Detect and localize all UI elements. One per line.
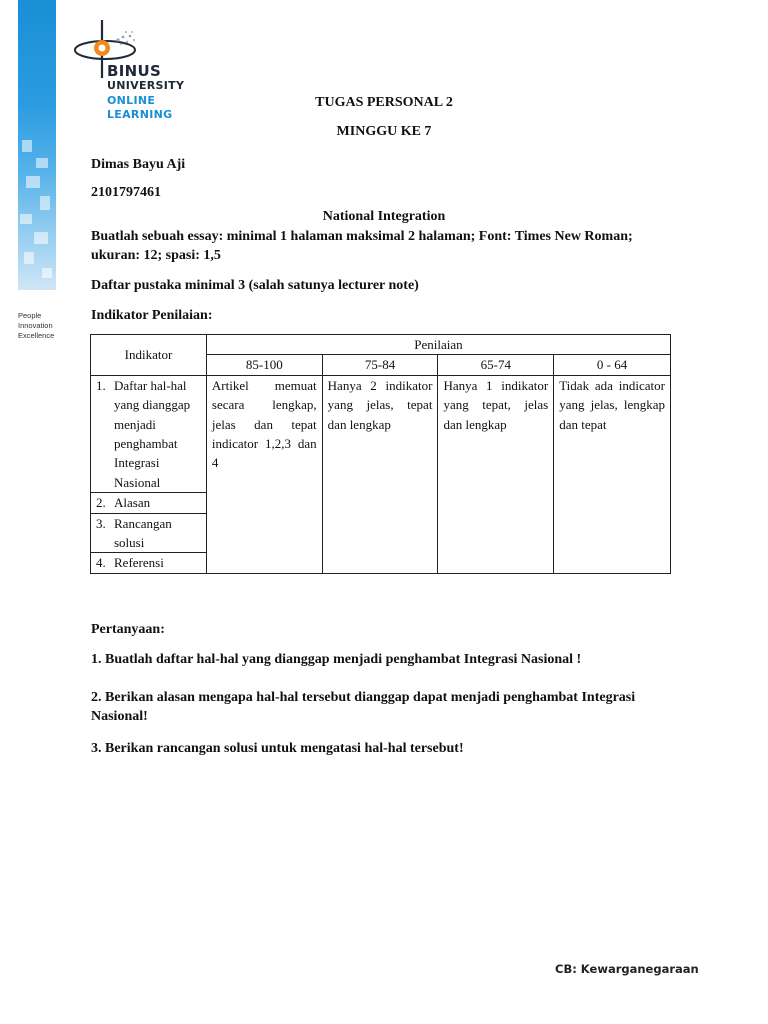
- blue-gradient-stripe: [18, 0, 56, 290]
- tagline-people: People: [18, 311, 42, 320]
- indicator-item-1: [91, 375, 207, 492]
- table-row: [91, 375, 671, 492]
- question-2-line2: Nasional!: [91, 709, 148, 724]
- indicator-text: Referensi: [114, 555, 164, 571]
- indicator-column-header: Indikator: [91, 335, 207, 376]
- indicator-text: Rancangan solusi: [114, 515, 172, 551]
- tagline-innovation: Innovation: [18, 321, 53, 330]
- tagline: [18, 311, 54, 341]
- question-2-line1: 2. Berikan alasan mengapa hal-hal tersebut dianggap dapat menjadi penghambat Integrasi: [91, 690, 636, 705]
- indicator-item-4: [91, 553, 207, 573]
- document-title: TUGAS PERSONAL 2: [315, 95, 453, 110]
- indicator-number: 2.: [96, 495, 106, 511]
- week-label: MINGGU KE 7: [336, 124, 432, 139]
- indicator-number: 3.: [96, 515, 106, 531]
- range-65-74: 65-74: [438, 355, 554, 375]
- logo-online-text: ONLINE: [107, 94, 156, 107]
- indicator-text: Alasan: [114, 495, 151, 511]
- range-75-84: 75-84: [322, 355, 438, 375]
- indicator-heading: Indikator Penilaian:: [91, 308, 213, 323]
- grading-table: [90, 334, 671, 574]
- question-1: 1. Buatlah daftar hal-hal yang dianggap menjadi penghambat Integrasi Nasional !: [91, 652, 582, 667]
- indicator-item-3: [91, 513, 207, 553]
- question-2: [91, 688, 635, 726]
- student-id: 2101797461: [91, 185, 161, 200]
- table-header-row: [91, 335, 671, 355]
- description-0-64: Tidak ada indicator yang jelas, lengkap dan tepat: [554, 375, 671, 573]
- logo-university-text: UNIVERSITY: [107, 79, 185, 92]
- left-brand-strip: [0, 0, 56, 1024]
- question-3: 3. Berikan rancangan solusi untuk mengatasi hal-hal tersebut!: [91, 741, 464, 756]
- logo-learning-text: LEARNING: [107, 108, 173, 121]
- essay-instructions-line2: ukuran: 12; spasi: 1,5: [91, 248, 221, 263]
- indicator-item-2: [91, 493, 207, 513]
- grading-column-header: Penilaian: [206, 335, 670, 355]
- range-85-100: 85-100: [206, 355, 322, 375]
- description-65-74: Hanya 1 indikator yang tepat, jelas dan lengkap: [438, 375, 554, 573]
- tagline-excellence: Excellence: [18, 331, 55, 340]
- essay-instructions-line1: Buatlah sebuah essay: minimal 1 halaman maksimal 2 halaman; Font: Times New Roman;: [91, 229, 633, 244]
- logo-binus-text: BINUS: [107, 62, 162, 80]
- indicator-number: 1.: [96, 377, 106, 393]
- indicator-number: 4.: [96, 555, 106, 571]
- course-footer: CB: Kewarganegaraan: [555, 962, 699, 976]
- range-0-64: 0 - 64: [554, 355, 671, 375]
- essay-topic: National Integration: [322, 209, 446, 224]
- bibliography-requirement: Daftar pustaka minimal 3 (salah satunya lecturer note): [91, 278, 419, 293]
- student-name: Dimas Bayu Aji: [91, 157, 186, 172]
- description-85-100: Artikel memuat secara lengkap, jelas dan tepat indicator 1,2,3 dan 4: [206, 375, 322, 573]
- description-75-84: Hanya 2 indikator yang jelas, tepat dan lengkap: [322, 375, 438, 573]
- indicator-text: Daftar hal-hal yang dianggap menjadi penghambat Integrasi Nasional: [114, 377, 191, 490]
- questions-heading: Pertanyaan:: [91, 622, 165, 637]
- essay-instructions: [91, 227, 633, 265]
